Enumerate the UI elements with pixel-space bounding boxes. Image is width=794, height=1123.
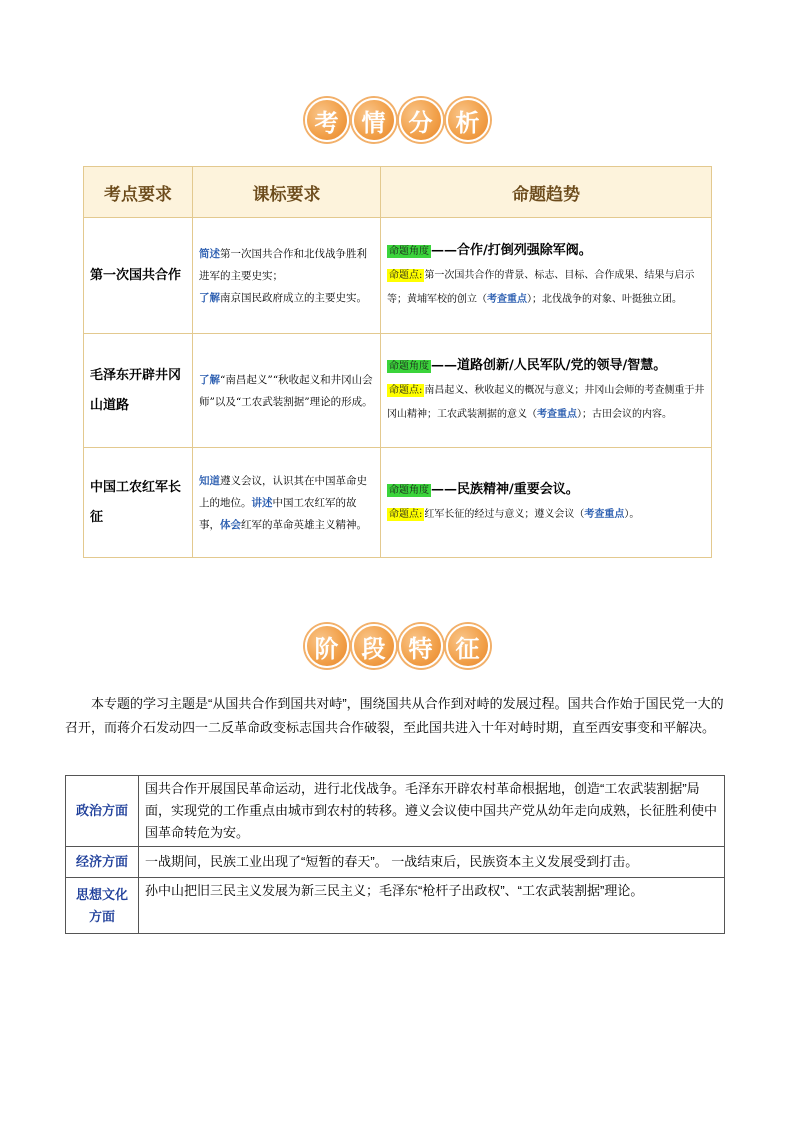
points-tail: ）。 (624, 509, 640, 520)
section-banner-analysis (0, 98, 794, 142)
req-verb: 讲述 (251, 496, 273, 509)
req-text: 中国工农红军的故事， (199, 496, 357, 531)
banner-char: 分 (399, 98, 443, 142)
req-verb: 体会 (220, 518, 241, 531)
topic-cell: 第一次国共合作 (84, 218, 193, 334)
aspect-text: 国共合作开展国民革命运动，进行北伐战争。毛泽东开辟农村革命根据地，创造“工农武装割据”局面，实现党的工作重点由城市到农村的转移。遵义会议使中国共产党从幼年走向成熟，长征胜利使中国革命转危为安。 (139, 776, 725, 847)
topic-cell: 毛泽东开辟井冈山道路 (84, 334, 193, 448)
key-badge: 考查重点 (537, 409, 577, 420)
requirement-cell (193, 334, 381, 448)
table-row (84, 448, 712, 558)
req-text: “南昌起义”“秋收起义和井冈山会师”以及“工农武装割据”理论的形成。 (199, 373, 373, 408)
intro-paragraph: 本专题的学习主题是“从国共合作到国共对峙”，围绕国共从合作到对峙的发展过程。国共合作始于国民党一大的召开，而蒋介石发动四一二反革命政变标志国共合作破裂，至此国共进入十年对峙时期，直至西安事变和平解决。 (65, 696, 724, 735)
table-row (66, 776, 725, 847)
banner-char: 段 (352, 624, 396, 668)
banner-char: 情 (352, 98, 396, 142)
aspect-text: 孙中山把旧三民主义发展为新三民主义；毛泽东“枪杆子出政权”、“工农武装割据”理论。 (139, 878, 725, 934)
table-row (84, 218, 712, 334)
points-text: 南昌起义、秋收起义的概况与意义；井冈山会师的考查侧重于井冈山精神；工农武装割据的意义（ (387, 385, 705, 420)
key-badge: 考查重点 (487, 294, 527, 305)
req-text: 遵义会议，认识其在中国革命史上的地位。 (199, 474, 367, 509)
angle-tag: 命题角度 (389, 361, 429, 372)
banner-char: 阶 (305, 624, 349, 668)
header-cell: 命题趋势 (381, 167, 712, 218)
requirement-cell (193, 218, 381, 334)
req-verb: 简述 (199, 247, 220, 260)
banner-char: 考 (305, 98, 349, 142)
table-row (66, 847, 725, 878)
trend-cell (381, 448, 712, 558)
angle-tag: 命题角度 (389, 485, 429, 496)
table-header-row (84, 167, 712, 218)
banner-char: 析 (446, 98, 490, 142)
req-verb: 了解 (199, 373, 220, 386)
banner-char: 征 (446, 624, 490, 668)
table-row (66, 878, 725, 934)
trend-cell (381, 218, 712, 334)
aspect-label: 经济方面 (66, 847, 139, 878)
aspect-label: 政治方面 (66, 776, 139, 847)
points-tag: 命题点: (389, 385, 423, 396)
points-tail: ）；北伐战争的对象、叶挺独立团。 (527, 294, 682, 305)
aspect-label: 思想文化方面 (66, 878, 139, 934)
req-text: 南京国民政府成立的主要史实。 (220, 291, 367, 304)
section-banner-stage-features (0, 624, 794, 668)
table-row (84, 334, 712, 448)
header-cell: 课标要求 (193, 167, 381, 218)
key-badge: 考查重点 (584, 509, 625, 520)
angle-text: ——合作/打倒列强除军阀。 (431, 243, 592, 258)
topic-cell: 中国工农红军长征 (84, 448, 193, 558)
angle-tag: 命题角度 (389, 246, 429, 257)
aspect-text: 一战期间，民族工业出现了“短暂的春天”。 一战结束后，民族资本主义发展受到打击。 (139, 847, 725, 878)
points-text: 第一次国共合作的背景、标志、目标、合作成果、结果与启示等；黄埔军校的创立（ (387, 270, 695, 305)
header-cell: 考点要求 (84, 167, 193, 218)
points-tag: 命题点: (389, 509, 423, 520)
stage-features-table (65, 775, 725, 934)
req-text: 第一次国共合作和北伐战争胜利进军的主要史实； (199, 247, 367, 282)
angle-text: ——道路创新/人民军队/党的领导/智慧。 (431, 358, 667, 373)
angle-text: ——民族精神/重要会议。 (431, 482, 579, 497)
points-tail: ）；古田会议的内容。 (577, 409, 672, 420)
req-verb: 了解 (199, 291, 220, 304)
trend-cell (381, 334, 712, 448)
req-verb: 知道 (199, 474, 220, 487)
req-text: 红军的革命英雄主义精神。 (241, 518, 367, 531)
points-text: 红军长征的经过与意义；遵义会议（ (424, 509, 585, 520)
requirement-cell (193, 448, 381, 558)
points-tag: 命题点: (389, 270, 423, 281)
exam-analysis-table (83, 166, 712, 558)
banner-char: 特 (399, 624, 443, 668)
